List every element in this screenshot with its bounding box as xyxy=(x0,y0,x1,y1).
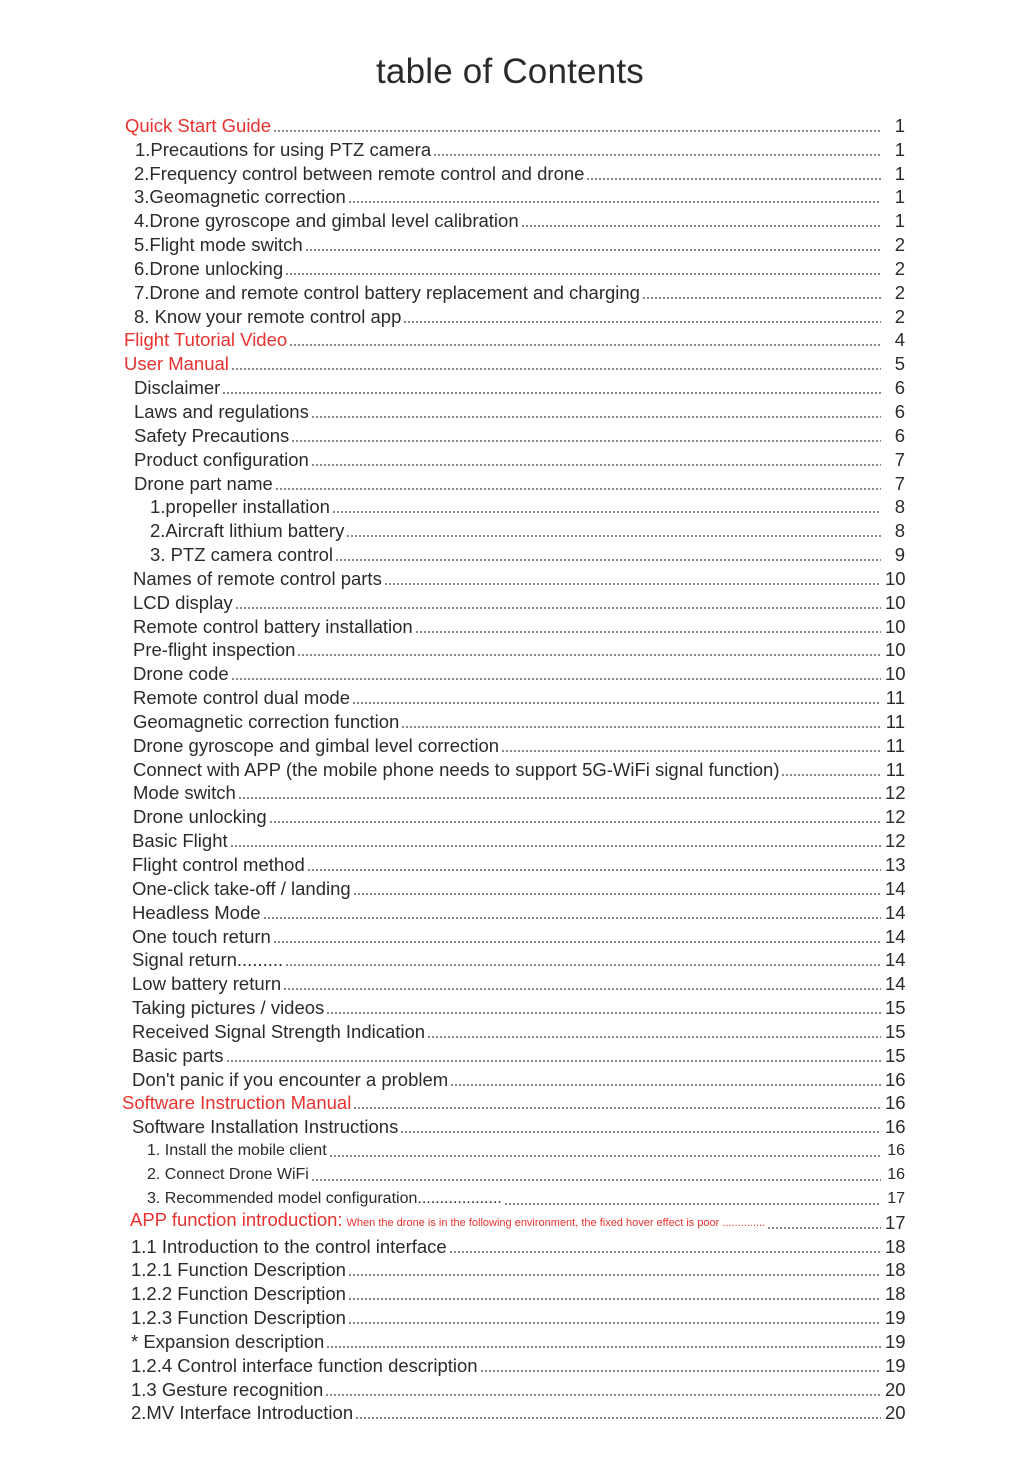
toc-entry-label: LCD display xyxy=(133,591,233,613)
toc-entry xyxy=(0,709,1032,733)
toc-entry xyxy=(0,566,1032,590)
toc-entry-label: 1.propeller installation xyxy=(150,496,330,518)
toc-entry-label: User Manual xyxy=(124,353,229,375)
toc-entry-label: 4.Drone gyroscope and gimbal level calibration xyxy=(134,210,519,232)
dot-leader xyxy=(335,559,881,561)
toc-entry-title xyxy=(134,234,303,256)
toc-entry-label: Remote control battery installation xyxy=(133,615,413,637)
toc-entry-label: APP function introduction: xyxy=(130,1208,343,1230)
toc-page-number: 9 xyxy=(894,544,905,566)
toc-page-number: 6 xyxy=(894,424,905,446)
dot-leader xyxy=(231,678,881,680)
dot-leader xyxy=(326,1346,881,1348)
toc-page-number: 16 xyxy=(885,1116,906,1138)
toc-entry-label: Flight Tutorial Video xyxy=(124,329,288,351)
toc-page-number: 14 xyxy=(885,901,906,923)
toc-page-number: 11 xyxy=(885,758,905,780)
toc-page-number: 16 xyxy=(885,1068,906,1090)
toc-entry xyxy=(0,590,1032,614)
toc-section-title xyxy=(124,329,287,351)
toc-entry-label: Laws and regulations xyxy=(134,400,309,422)
toc-page-number: 10 xyxy=(885,591,906,613)
dot-leader xyxy=(307,869,881,871)
toc-page-number: 19 xyxy=(885,1330,906,1352)
toc-entry-label: Signal return......... xyxy=(132,949,284,971)
toc-page-number: 16 xyxy=(887,1142,905,1160)
toc-page-number: 2 xyxy=(894,305,905,327)
toc-entry-label: One-click take-off / landing xyxy=(132,877,351,899)
toc-entry-title xyxy=(133,806,267,828)
toc-page-number: 19 xyxy=(885,1354,906,1376)
dot-leader xyxy=(263,917,881,919)
toc-page-number: 1 xyxy=(894,186,905,208)
toc-entry xyxy=(0,208,1032,232)
toc-page-number: 5 xyxy=(894,353,905,375)
toc-entry xyxy=(0,971,1032,995)
toc-entry-title xyxy=(135,139,431,161)
toc-entry-label: 8. Know your remote control app xyxy=(134,305,402,327)
toc-entry-title xyxy=(134,425,289,447)
toc-entry-title xyxy=(134,163,584,185)
toc-entry xyxy=(0,161,1032,185)
toc-entry-title xyxy=(134,377,220,399)
toc-entry-title xyxy=(131,1307,346,1329)
toc-entry-label: Low battery return xyxy=(132,973,282,995)
dot-leader xyxy=(352,702,881,704)
toc-entry xyxy=(0,1281,1032,1305)
toc-entry xyxy=(0,1091,1032,1115)
toc-entry-label: Pre-flight inspection xyxy=(133,639,296,661)
toc-entry-label: 1.1 Introduction to the control interface xyxy=(131,1235,447,1257)
toc-page-number: 10 xyxy=(885,639,906,661)
toc-entry xyxy=(0,638,1032,662)
toc-entry xyxy=(0,351,1032,375)
toc-entry-label: 1.3 Gesture recognition xyxy=(131,1378,324,1400)
toc-entry-label: Drone unlocking xyxy=(133,806,267,828)
toc-entry-label: 2.Frequency control between remote control and drone xyxy=(134,162,585,184)
toc-entry xyxy=(0,328,1032,352)
toc-entry-label: Basic Flight xyxy=(132,830,228,852)
dot-leader xyxy=(311,1179,881,1181)
toc-entry xyxy=(0,781,1032,805)
dot-leader xyxy=(501,750,881,752)
toc-entry-title xyxy=(147,1188,502,1210)
toc-entry-title xyxy=(132,949,283,971)
toc-entry-title xyxy=(131,1379,323,1401)
toc-entry-label: Drone code xyxy=(133,663,229,685)
toc-entry xyxy=(0,185,1032,209)
toc-entry-title xyxy=(132,973,281,995)
toc-page-number: 6 xyxy=(894,377,905,399)
dot-leader xyxy=(384,583,881,585)
toc-entry-title xyxy=(150,496,330,518)
toc-page-number: 11 xyxy=(885,710,905,732)
toc-page-number: 15 xyxy=(885,997,906,1019)
toc-entry-title xyxy=(133,639,295,661)
toc-entry-title xyxy=(131,1331,324,1353)
dot-leader xyxy=(403,321,881,323)
toc-entry-label: 1.2.4 Control interface function description xyxy=(131,1354,478,1376)
toc-entry-label: 2. Connect Drone WiFi xyxy=(147,1165,309,1183)
toc-entry-label: 1.Precautions for using PTZ camera xyxy=(135,138,432,160)
dot-leader xyxy=(450,1084,881,1086)
toc-page-number: 17 xyxy=(885,1211,906,1233)
toc-entry xyxy=(0,375,1032,399)
toc-page-number: 10 xyxy=(885,615,906,637)
dot-leader xyxy=(273,130,881,132)
toc-page-number: 12 xyxy=(885,782,906,804)
toc-page-number: 20 xyxy=(885,1402,906,1424)
toc-entry-label: Drone part name xyxy=(134,472,273,494)
toc-entry-label: 1. Install the mobile client xyxy=(147,1142,327,1160)
toc-entry xyxy=(0,1258,1032,1282)
toc-entry-label: Connect with APP (the mobile phone needs to support 5G-WiFi signal function) xyxy=(133,758,780,780)
toc-entry-label: * Expansion description xyxy=(131,1330,325,1352)
dot-leader xyxy=(401,726,881,728)
toc-entry xyxy=(0,1210,1032,1234)
dot-leader xyxy=(449,1251,881,1253)
toc-entry-label: Flight control method xyxy=(132,854,305,875)
toc-entry-title xyxy=(132,1045,224,1067)
toc-entry-title xyxy=(133,782,236,804)
dot-leader xyxy=(311,416,881,418)
toc-entry-title xyxy=(133,735,499,757)
toc-entry-label: 3. PTZ camera control xyxy=(150,544,334,566)
toc-entry-title xyxy=(132,854,305,876)
toc-entry-title xyxy=(134,186,346,208)
toc-entry-label: Disclaimer xyxy=(134,377,221,399)
toc-entry-title xyxy=(132,1069,448,1091)
dot-leader xyxy=(235,607,881,609)
toc-entry-title xyxy=(134,306,401,328)
toc-page-number: 2 xyxy=(894,257,905,279)
dot-leader xyxy=(273,941,881,943)
toc-entry-label: Don't panic if you encounter a problem xyxy=(132,1068,449,1090)
toc-page-number: 18 xyxy=(885,1259,906,1281)
toc-entry-label: 5.Flight mode switch xyxy=(134,234,303,256)
toc-entry-label: 6.Drone unlocking xyxy=(134,257,284,279)
dot-leader xyxy=(305,249,881,251)
toc-entry xyxy=(0,280,1032,304)
toc-entry-label: Software Installation Instructions xyxy=(132,1116,399,1138)
toc-page-number: 1 xyxy=(894,138,905,160)
toc-entry xyxy=(0,876,1032,900)
toc-entry-label: 2.Aircraft lithium battery xyxy=(150,520,345,542)
toc-entry-title xyxy=(131,1402,353,1424)
dot-leader xyxy=(427,1036,881,1038)
toc-section-title xyxy=(130,1209,765,1234)
toc-page-number: 4 xyxy=(894,329,905,351)
dot-leader xyxy=(332,511,881,513)
toc-entry-label: Headless Mode xyxy=(132,901,261,923)
toc-entry-title xyxy=(147,1140,327,1162)
toc-entry-title xyxy=(133,687,350,709)
dot-leader xyxy=(326,1012,881,1014)
toc-entry-title xyxy=(147,1164,309,1186)
dot-leader xyxy=(433,154,881,156)
dot-leader xyxy=(291,440,881,442)
toc-entry xyxy=(0,1138,1032,1162)
toc-entry xyxy=(0,1401,1032,1425)
toc-entry xyxy=(0,423,1032,447)
dot-leader xyxy=(415,631,881,633)
dot-leader xyxy=(238,797,881,799)
toc-page-number: 17 xyxy=(887,1189,905,1207)
toc-entry-title xyxy=(131,1259,346,1281)
toc-entry-note: When the drone is in the following environment, the fixed hover effect is poor .............. xyxy=(346,1216,766,1229)
toc-entry-title xyxy=(132,926,271,948)
toc-section-title xyxy=(124,353,229,375)
dot-leader xyxy=(767,1227,881,1229)
toc-entry xyxy=(0,924,1032,948)
toc-section-title xyxy=(125,115,271,137)
dot-leader xyxy=(353,1107,881,1109)
toc-page-number: 11 xyxy=(885,687,905,709)
toc-page-number: 11 xyxy=(885,734,905,756)
dot-leader xyxy=(348,1298,881,1300)
toc-entry xyxy=(0,471,1032,495)
toc-entry-label: Product configuration xyxy=(134,448,309,470)
page-title: table of Contents xyxy=(375,52,645,91)
toc-entry xyxy=(0,948,1032,972)
toc-entry xyxy=(0,828,1032,852)
dot-leader xyxy=(781,774,881,776)
toc-entry xyxy=(0,1234,1032,1258)
toc-entry-title xyxy=(133,663,229,685)
dot-leader xyxy=(325,1394,881,1396)
toc-entry xyxy=(0,685,1032,709)
toc-entry xyxy=(0,757,1032,781)
toc-entry xyxy=(0,1019,1032,1043)
toc-page-number: 16 xyxy=(887,1165,905,1183)
toc-page-number: 10 xyxy=(885,663,906,685)
toc-entry-label: Taking pictures / videos xyxy=(132,997,325,1019)
dot-leader xyxy=(521,225,881,227)
toc-page-number: 20 xyxy=(885,1378,906,1400)
dot-leader xyxy=(504,1203,881,1205)
toc-entry-title xyxy=(133,711,399,733)
toc-entry xyxy=(0,1329,1032,1353)
toc-entry-title xyxy=(132,878,351,900)
toc-page-number: 18 xyxy=(885,1283,906,1305)
dot-leader xyxy=(346,535,881,537)
toc-entry-title xyxy=(133,568,382,590)
toc-entry-title xyxy=(131,1236,447,1258)
toc-entry-title xyxy=(131,1355,478,1377)
dot-leader xyxy=(348,201,881,203)
toc-page-number: 1 xyxy=(894,162,905,184)
toc-entry-title xyxy=(132,1021,425,1043)
toc-page-number: 15 xyxy=(885,1044,906,1066)
toc-entry-title xyxy=(134,282,640,304)
toc-entry xyxy=(0,399,1032,423)
dot-leader xyxy=(355,1417,881,1419)
toc-entry-label: 3. Recommended model configuration................... xyxy=(147,1189,502,1207)
toc-entry xyxy=(0,232,1032,256)
toc-entry xyxy=(0,542,1032,566)
toc-page-number: 14 xyxy=(885,949,906,971)
toc-entry-label: Names of remote control parts xyxy=(133,567,382,589)
toc-entry xyxy=(0,804,1032,828)
dot-leader xyxy=(311,464,881,466)
toc-entry-label: Quick Start Guide xyxy=(125,114,272,136)
toc-entry-title xyxy=(134,401,309,423)
toc-entry-label: Basic parts xyxy=(132,1044,224,1066)
toc-entry xyxy=(0,1043,1032,1067)
dot-leader xyxy=(285,273,881,275)
toc-page-number: 12 xyxy=(885,806,906,828)
toc-page-number: 1 xyxy=(894,114,905,136)
toc-entry xyxy=(0,661,1032,685)
toc-section-title xyxy=(122,1092,351,1114)
toc-entry-title xyxy=(133,616,413,638)
toc-entry xyxy=(0,852,1032,876)
toc-entry-title xyxy=(131,1283,346,1305)
toc-page-number: 2 xyxy=(894,281,905,303)
toc-page-number: 6 xyxy=(894,400,905,422)
toc-page-number: 12 xyxy=(885,830,906,852)
dot-leader xyxy=(586,178,881,180)
dot-leader xyxy=(222,392,881,394)
dot-leader xyxy=(230,845,881,847)
toc-entry xyxy=(0,304,1032,328)
dot-leader xyxy=(275,488,881,490)
toc-entry-title xyxy=(133,592,233,614)
dot-leader xyxy=(348,1274,881,1276)
dot-leader xyxy=(480,1370,881,1372)
toc-entry-label: One touch return xyxy=(132,925,271,947)
toc-entry xyxy=(0,1305,1032,1329)
toc-page-number: 8 xyxy=(894,496,905,518)
toc-entry-label: Remote control dual mode xyxy=(133,687,350,709)
toc-entry-title xyxy=(132,1116,398,1138)
toc-entry xyxy=(0,113,1032,137)
toc-entry xyxy=(0,1353,1032,1377)
table-of-contents xyxy=(0,113,1032,1424)
toc-entry-title xyxy=(134,210,519,232)
toc-page-number: 19 xyxy=(885,1307,906,1329)
toc-page-number: 2 xyxy=(894,234,905,256)
dot-leader xyxy=(297,654,881,656)
toc-page-number: 1 xyxy=(894,210,905,232)
toc-entry-label: Geomagnetic correction function xyxy=(133,710,400,732)
toc-entry xyxy=(0,256,1032,280)
toc-page-number: 7 xyxy=(894,472,905,494)
toc-entry-title xyxy=(132,830,228,852)
dot-leader xyxy=(269,821,881,823)
toc-entry-label: 1.2.1 Function Description xyxy=(131,1259,346,1281)
toc-entry-title xyxy=(133,759,779,781)
toc-entry xyxy=(0,1114,1032,1138)
dot-leader xyxy=(231,368,881,370)
toc-page-number: 14 xyxy=(885,973,906,995)
toc-entry-title xyxy=(150,520,344,542)
toc-page-number: 8 xyxy=(894,520,905,542)
toc-entry-label: 7.Drone and remote control battery replacement and charging xyxy=(134,281,640,303)
toc-page-number: 14 xyxy=(885,877,906,899)
toc-entry-label: 3.Geomagnetic correction xyxy=(134,186,346,208)
toc-entry xyxy=(0,614,1032,638)
toc-entry xyxy=(0,1377,1032,1401)
dot-leader xyxy=(329,1155,881,1157)
toc-entry xyxy=(0,995,1032,1019)
toc-entry xyxy=(0,495,1032,519)
dot-leader xyxy=(226,1060,881,1062)
toc-entry-label: Software Instruction Manual xyxy=(122,1092,352,1114)
toc-entry xyxy=(0,1162,1032,1186)
toc-entry-title xyxy=(134,258,283,280)
dot-leader xyxy=(348,1322,881,1324)
toc-entry-label: Drone gyroscope and gimbal level correction xyxy=(133,734,500,756)
dot-leader xyxy=(285,964,881,966)
dot-leader xyxy=(353,893,881,895)
toc-entry-label: Received Signal Strength Indication xyxy=(132,1020,426,1042)
dot-leader xyxy=(400,1131,881,1133)
toc-page-number: 14 xyxy=(885,925,906,947)
toc-page-number: 13 xyxy=(885,854,906,875)
toc-page-number: 7 xyxy=(894,448,905,470)
toc-entry-title xyxy=(134,473,273,495)
toc-entry xyxy=(0,1067,1032,1091)
toc-entry-label: Mode switch xyxy=(133,782,236,804)
dot-leader xyxy=(642,297,881,299)
toc-entry-title xyxy=(134,449,309,471)
toc-entry-label: 2.MV Interface Introduction xyxy=(131,1402,354,1424)
toc-entry-title xyxy=(132,997,324,1019)
toc-entry xyxy=(0,137,1032,161)
toc-entry xyxy=(0,733,1032,757)
toc-entry-label: 1.2.3 Function Description xyxy=(131,1307,346,1329)
toc-entry xyxy=(0,518,1032,542)
toc-entry xyxy=(0,900,1032,924)
toc-page-number: 15 xyxy=(885,1020,906,1042)
dot-leader xyxy=(283,988,881,990)
toc-entry xyxy=(0,447,1032,471)
toc-entry-label: 1.2.2 Function Description xyxy=(131,1283,346,1305)
toc-page-number: 10 xyxy=(885,567,906,589)
toc-entry-title xyxy=(150,544,333,566)
toc-entry-title xyxy=(132,902,261,924)
toc-page-number: 16 xyxy=(885,1092,906,1114)
dot-leader xyxy=(289,344,881,346)
toc-entry xyxy=(0,1186,1032,1210)
toc-entry-label: Safety Precautions xyxy=(134,424,290,446)
toc-page-number: 18 xyxy=(885,1235,906,1257)
